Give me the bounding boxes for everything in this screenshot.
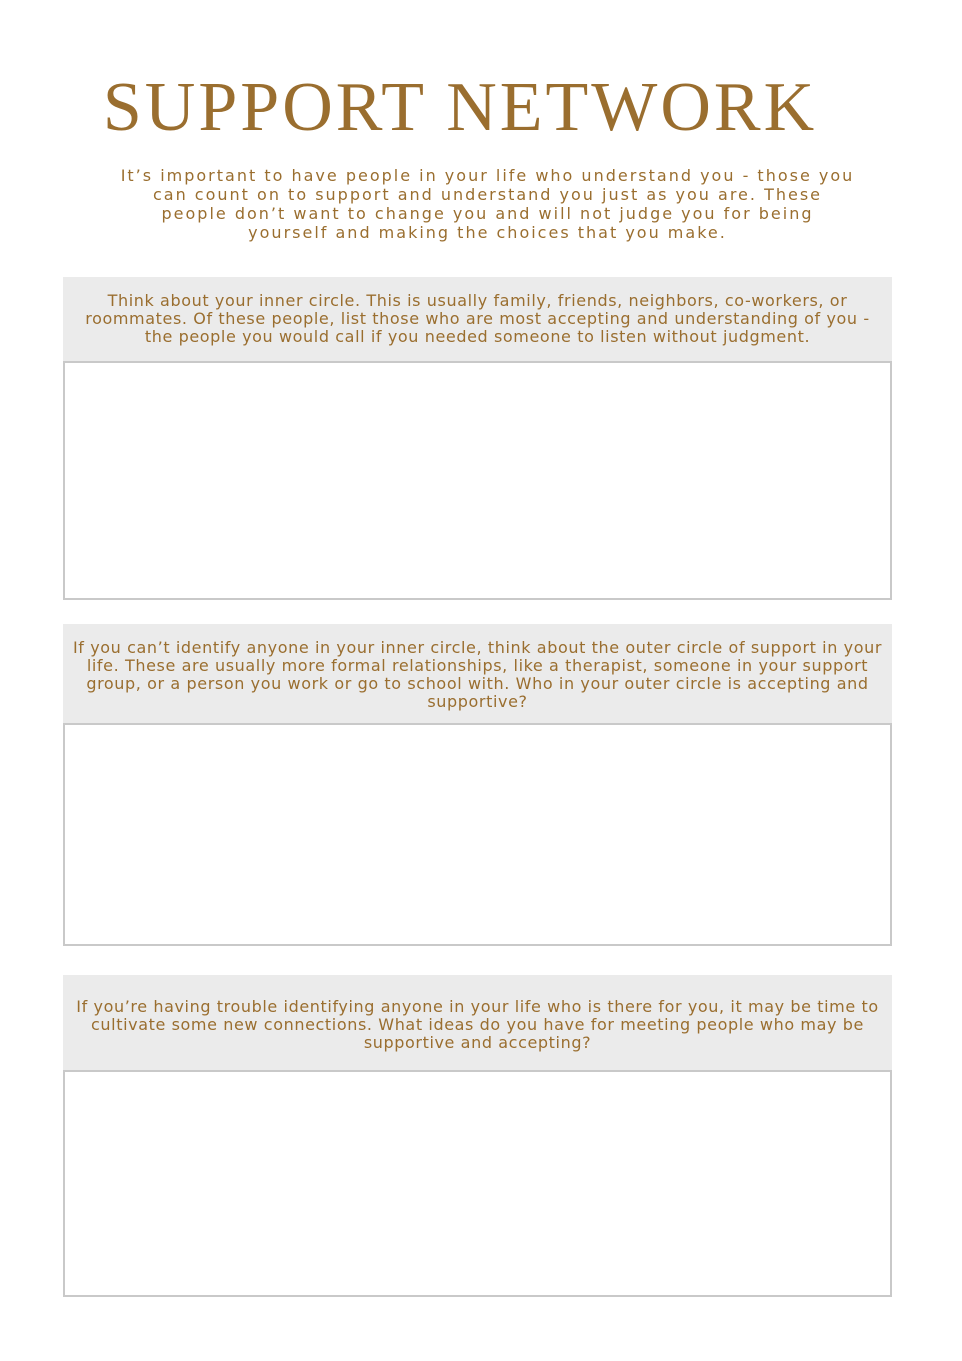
- outer-circle-prompt-box: [63, 624, 892, 723]
- outer-circle-prompt: If you can’t identify anyone in your inner circle, think about the outer circle of support in your life. These are usually more formal relationships, like a therapist, someone in your support group, or a person you work or go to school with. Who in your outer circle is accepting and supportive?: [72, 638, 883, 711]
- new-connections-prompt-box: [63, 975, 892, 1070]
- inner-circle-answer-box[interactable]: [63, 361, 892, 600]
- intro-paragraph: It’s important to have people in your life who understand you - those you can count on to support and understand you just as you are. These people don’t want to change you and will not judge you for being yourself and making the choices that you make.: [120, 166, 855, 242]
- new-connections-prompt: If you’re having trouble identifying anyone in your life who is there for you, it may be time to cultivate some new connections. What ideas do you have for meeting people who may be supportive and accepting?: [76, 997, 879, 1052]
- outer-circle-answer-box[interactable]: [63, 723, 892, 946]
- inner-circle-prompt: Think about your inner circle. This is usually family, friends, neighbors, co-workers, or roommates. Of these people, list those who are most accepting and understanding of you - the people you would call if you needed someone to listen without judgment.: [85, 291, 870, 346]
- page-title: SUPPORT NETWORK: [102, 69, 818, 146]
- inner-circle-prompt-box: [63, 277, 892, 361]
- new-connections-answer-box[interactable]: [63, 1070, 892, 1297]
